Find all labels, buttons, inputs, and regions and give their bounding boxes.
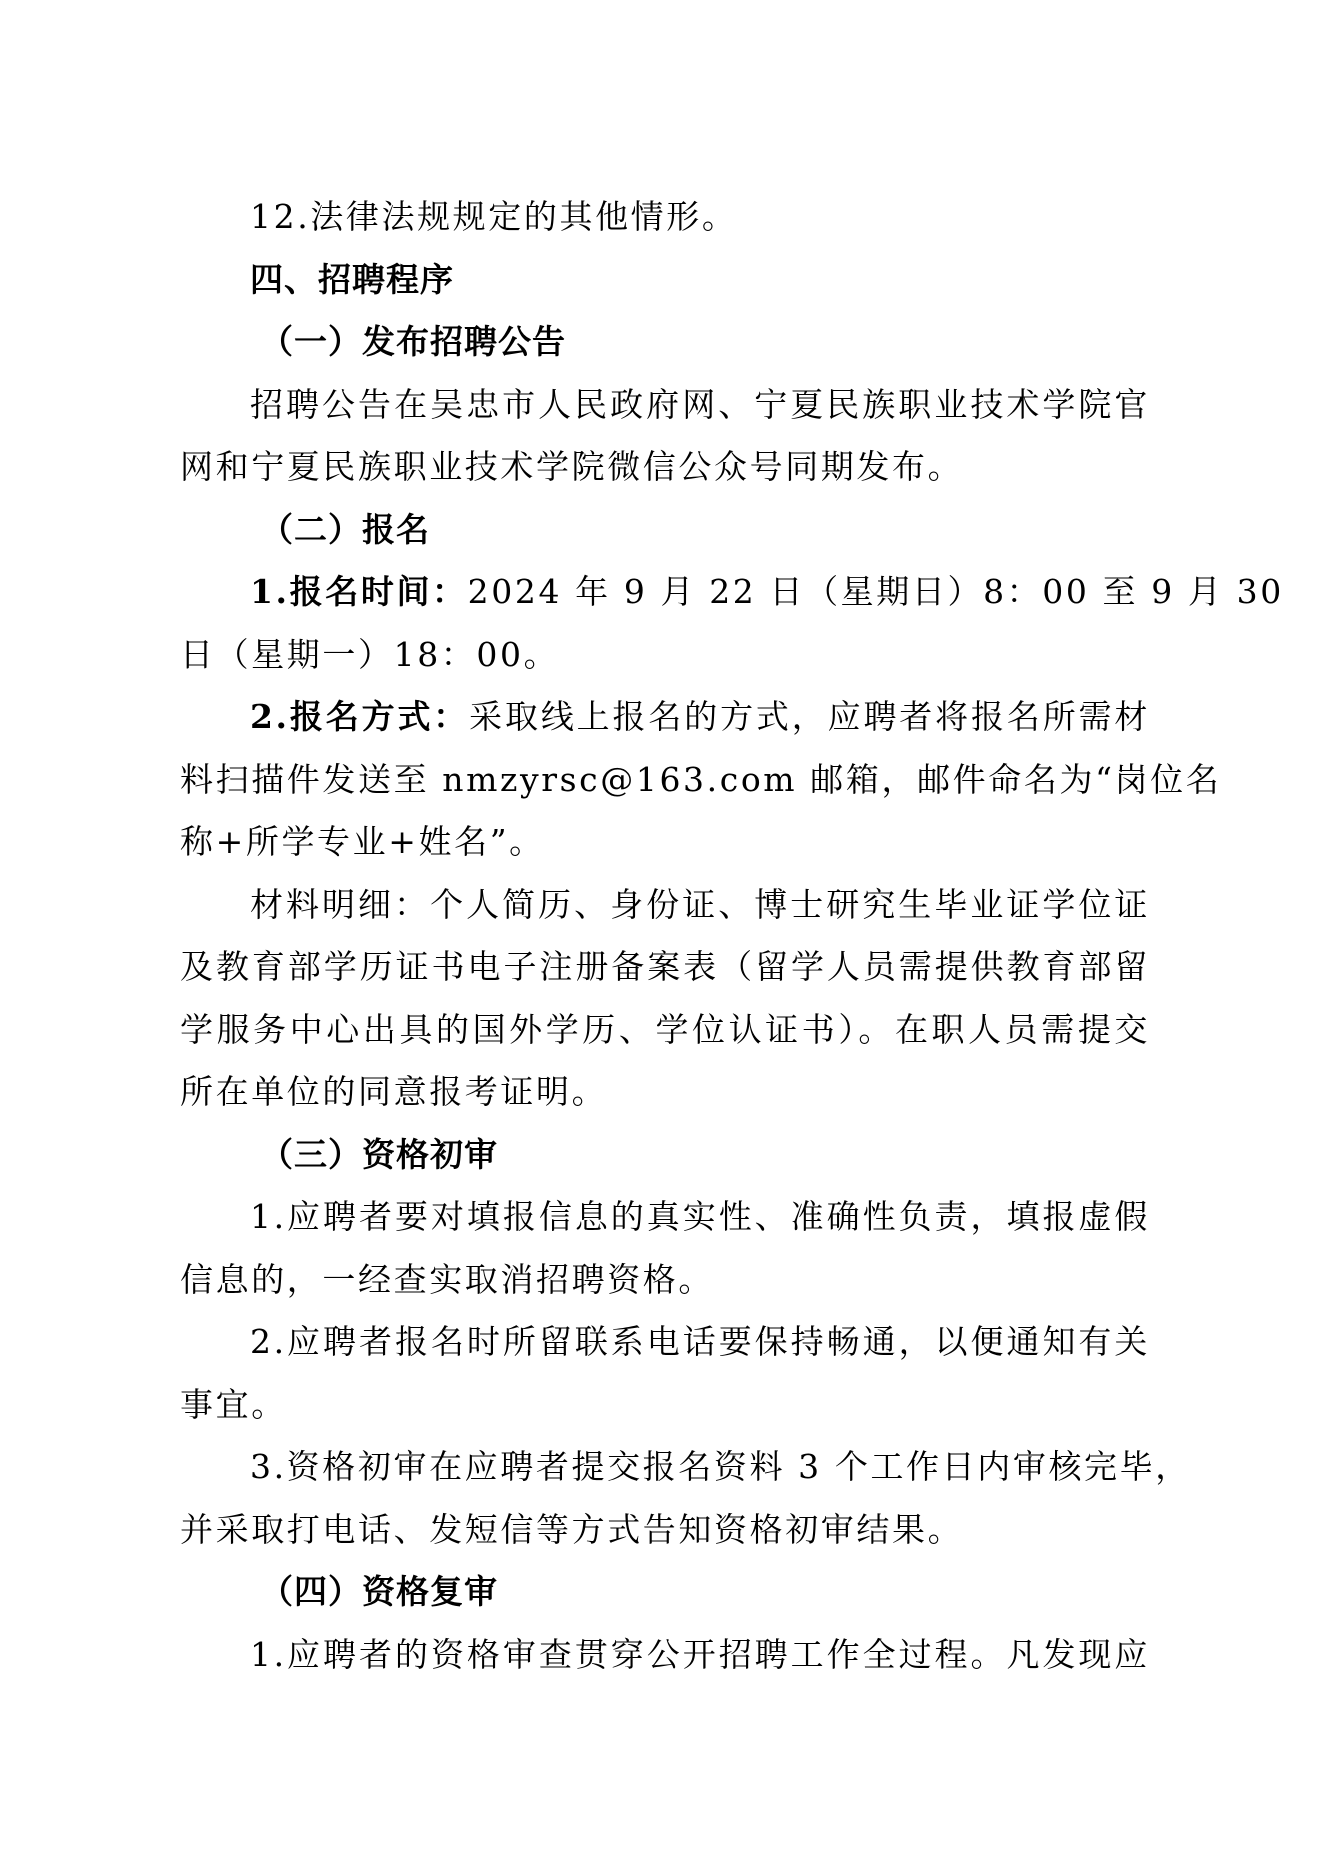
subsection-heading: （一）发布招聘公告 [260,322,566,361]
label-registration-method: 2.报名方式： [250,697,470,736]
paragraph-line [180,686,1150,749]
paragraph-line: 2.应聘者报名时所留联系电话要保持畅通，以便通知有关 [250,1322,1150,1361]
paragraph-line: 所在单位的同意报考证明。 [180,1072,608,1111]
subsection-heading: （三）资格初审 [260,1134,498,1174]
paragraph-line: 招聘公告在吴忠市人民政府网、宁夏民族职业技术学院官 [250,384,1150,424]
paragraph-line: 并采取打电话、发短信等方式告知资格初审结果。 [180,1509,964,1549]
paragraph-line: 事宜。 [180,1384,287,1424]
paragraph-line: 及教育部学历证书电子注册备案表（留学人员需提供教育部留 [180,947,1150,986]
paragraph-line: 日（星期一）18：00。 [180,634,560,674]
paragraph-line: 12.法律法规规定的其他情形。 [250,197,738,236]
paragraph-line: 3.资格初审在应聘者提交报名资料 3 个工作日内审核完毕， [250,1447,1191,1486]
paragraph-line: 网和宁夏民族职业技术学院微信公众号同期发布。 [180,447,964,486]
paragraph-line: 料扫描件发送至 nmzyrsc@163.com 邮箱，邮件命名为“岗位名 [180,759,1222,799]
registration-time-text: 2024 年 9 月 22 日（星期日）8：00 至 9 月 30 [467,572,1284,611]
document-page [180,186,1284,1686]
paragraph-line: 信息的，一经查实取消招聘资格。 [180,1259,714,1299]
paragraph-line: 材料明细：个人简历、身份证、博士研究生毕业证学位证 [250,884,1150,924]
label-registration-time: 1.报名时间： [250,572,468,611]
paragraph-line: 学服务中心出具的国外学历、学位认证书）。在职人员需提交 [180,1009,1150,1049]
section-heading: 四、招聘程序 [250,259,454,299]
paragraph-line: 称+所学专业+姓名”。 [180,822,545,861]
paragraph-line: 1.应聘者的资格审查贯穿公开招聘工作全过程。凡发现应 [250,1634,1150,1674]
subsection-heading: （四）资格复审 [260,1572,498,1611]
paragraph-line: 1.应聘者要对填报信息的真实性、准确性负责，填报虚假 [250,1197,1150,1236]
paragraph-line [180,561,1284,624]
subsection-heading: （二）报名 [260,509,430,549]
registration-method-text: 采取线上报名的方式，应聘者将报名所需材 [469,697,1150,736]
